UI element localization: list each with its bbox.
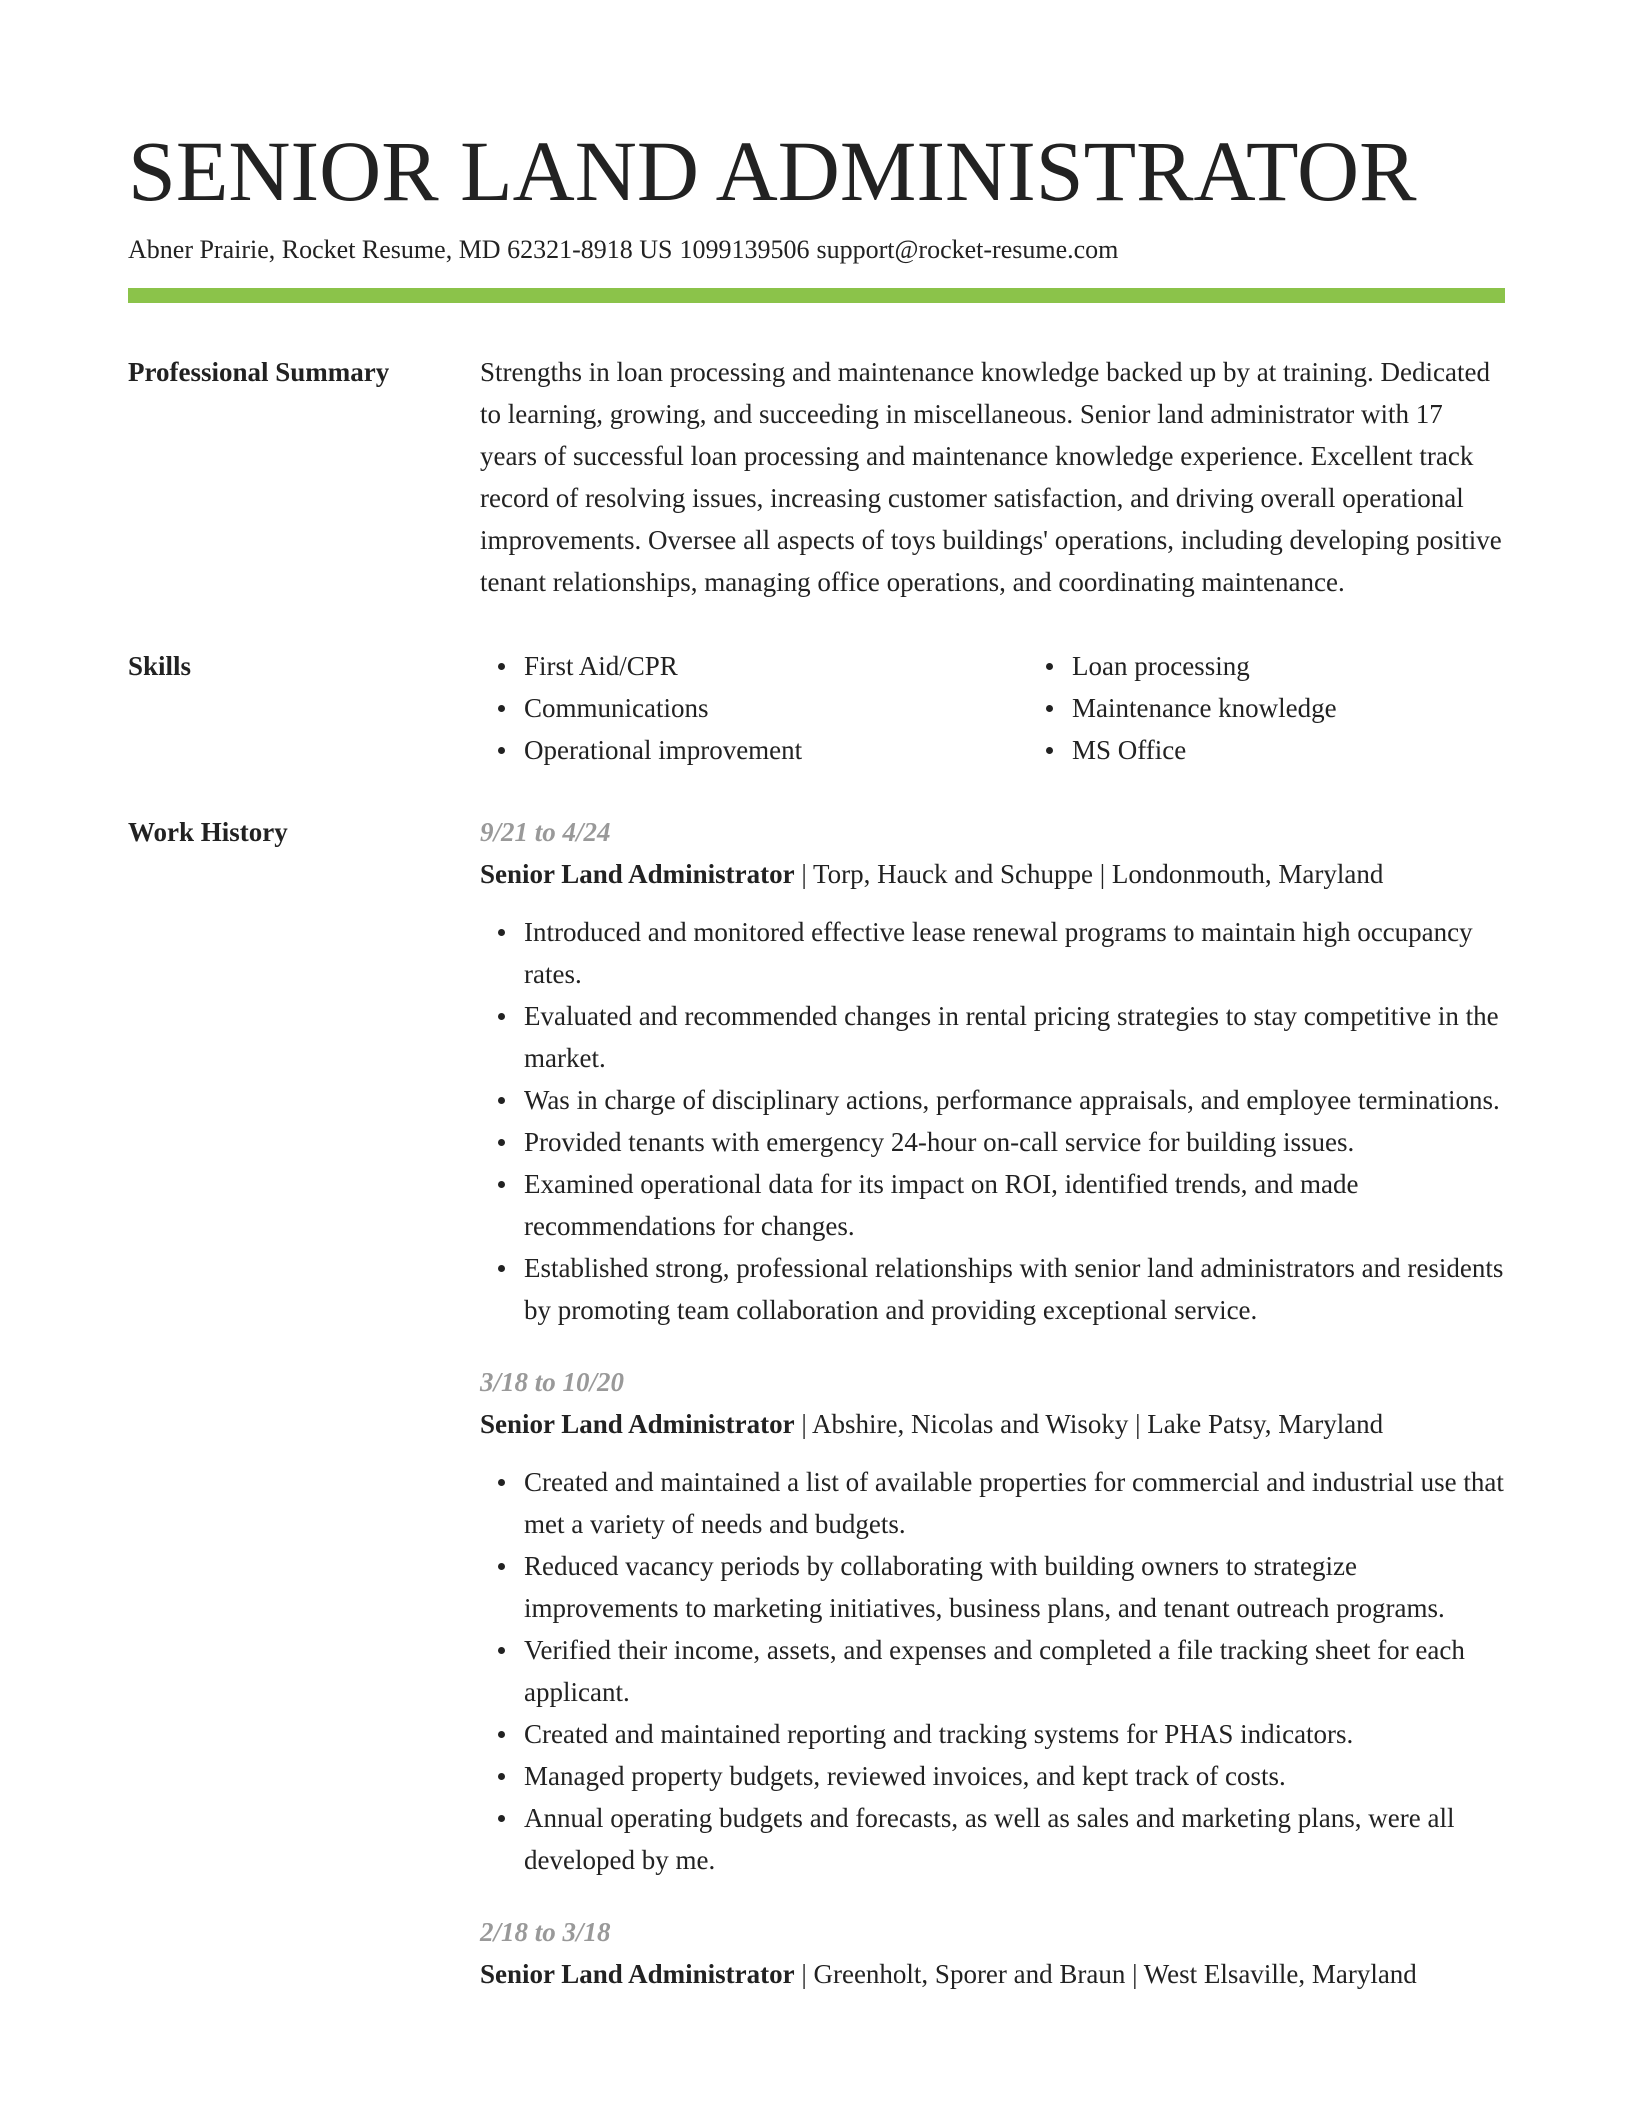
contact-phone: 1099139506 xyxy=(679,235,810,264)
skills-list-left xyxy=(480,645,1028,771)
skills-list-right xyxy=(1028,645,1576,771)
job-entry xyxy=(480,811,1505,1331)
job-bullet: Was in charge of disciplinary actions, performance appraisals, and employee terminations. xyxy=(524,1079,1505,1121)
professional-summary-section xyxy=(128,351,1505,603)
job-title: Senior Land Administrator xyxy=(480,859,795,889)
contact-email[interactable]: support@rocket-resume.com xyxy=(816,235,1119,264)
section-label-skills: Skills xyxy=(128,651,192,681)
job-bullet: Created and maintained reporting and tracking systems for PHAS indicators. xyxy=(524,1713,1505,1755)
work-history-section xyxy=(128,811,1505,2025)
skills-grid xyxy=(480,645,1576,771)
job-bullet: Reduced vacancy periods by collaborating with building owners to strategize improvements to marketing initiatives, business plans, and tenant outreach programs. xyxy=(524,1545,1505,1629)
job-bullet: Provided tenants with emergency 24-hour on-call service for building issues. xyxy=(524,1121,1505,1163)
job-bullet: Created and maintained a list of available properties for commercial and industrial use that met a variety of needs and budgets. xyxy=(524,1461,1505,1545)
skills-section xyxy=(128,645,1505,771)
job-employer-location: | Torp, Hauck and Schuppe | Londonmouth, Maryland xyxy=(794,859,1384,889)
job-bullet: Managed property budgets, reviewed invoices, and kept track of costs. xyxy=(524,1755,1505,1797)
job-bullet: Verified their income, assets, and expenses and completed a file tracking sheet for each applicant. xyxy=(524,1629,1505,1713)
job-bullet: Annual operating budgets and forecasts, as well as sales and marketing plans, were all developed by me. xyxy=(524,1797,1505,1881)
header-divider xyxy=(128,288,1505,303)
job-dates: 3/18 to 10/20 xyxy=(480,1367,625,1397)
job-bullets xyxy=(480,1461,1505,1881)
skill-item: Operational improvement xyxy=(524,729,1028,771)
skill-item: Maintenance knowledge xyxy=(1072,687,1576,729)
job-bullet: Examined operational data for its impact on ROI, identified trends, and made recommendations for changes. xyxy=(524,1163,1505,1247)
summary-text: Strengths in loan processing and maintenance knowledge backed up by at training. Dedicated to learning, growing, and succeeding in miscellaneous. Senior land administrator with 17 years of successful loan processing and maintenance knowledge experience. Excellent track record of resolving issues, increasing customer satisfaction, and driving overall operational improvements. Oversee all aspects of toys buildings' operations, including developing positive tenant relationships, managing office operations, and coordinating maintenance. xyxy=(480,357,1502,597)
job-heading xyxy=(480,1403,1505,1445)
job-entry xyxy=(480,1361,1505,1881)
job-dates: 9/21 to 4/24 xyxy=(480,817,611,847)
section-label-work-history: Work History xyxy=(128,817,288,847)
job-bullet: Evaluated and recommended changes in rental pricing strategies to stay competitive in the market. xyxy=(524,995,1505,1079)
job-title: Senior Land Administrator xyxy=(480,1409,795,1439)
job-heading xyxy=(480,853,1505,895)
job-title: Senior Land Administrator xyxy=(480,1959,795,1989)
contact-address: Abner Prairie, Rocket Resume, MD 62321-8918 US xyxy=(128,235,673,264)
job-dates: 2/18 to 3/18 xyxy=(480,1917,611,1947)
skill-item: First Aid/CPR xyxy=(524,645,1028,687)
job-employer-location: | Greenholt, Sporer and Braun | West Elsaville, Maryland xyxy=(794,1959,1417,1989)
section-label-summary: Professional Summary xyxy=(128,357,390,387)
skill-item: MS Office xyxy=(1072,729,1576,771)
job-employer-location: | Abshire, Nicolas and Wisoky | Lake Patsy, Maryland xyxy=(794,1409,1384,1439)
contact-line xyxy=(128,232,1505,268)
job-bullet: Established strong, professional relationships with senior land administrators and residents by promoting team collaboration and providing exceptional service. xyxy=(524,1247,1505,1331)
job-bullet: Introduced and monitored effective lease renewal programs to maintain high occupancy rates. xyxy=(524,911,1505,995)
skill-item: Loan processing xyxy=(1072,645,1576,687)
candidate-title: SENIOR LAND ADMINISTRATOR xyxy=(128,123,1417,219)
job-bullets xyxy=(480,911,1505,1331)
skill-item: Communications xyxy=(524,687,1028,729)
resume-page xyxy=(128,118,1505,2025)
job-entry xyxy=(480,1911,1505,1995)
job-heading xyxy=(480,1953,1505,1995)
